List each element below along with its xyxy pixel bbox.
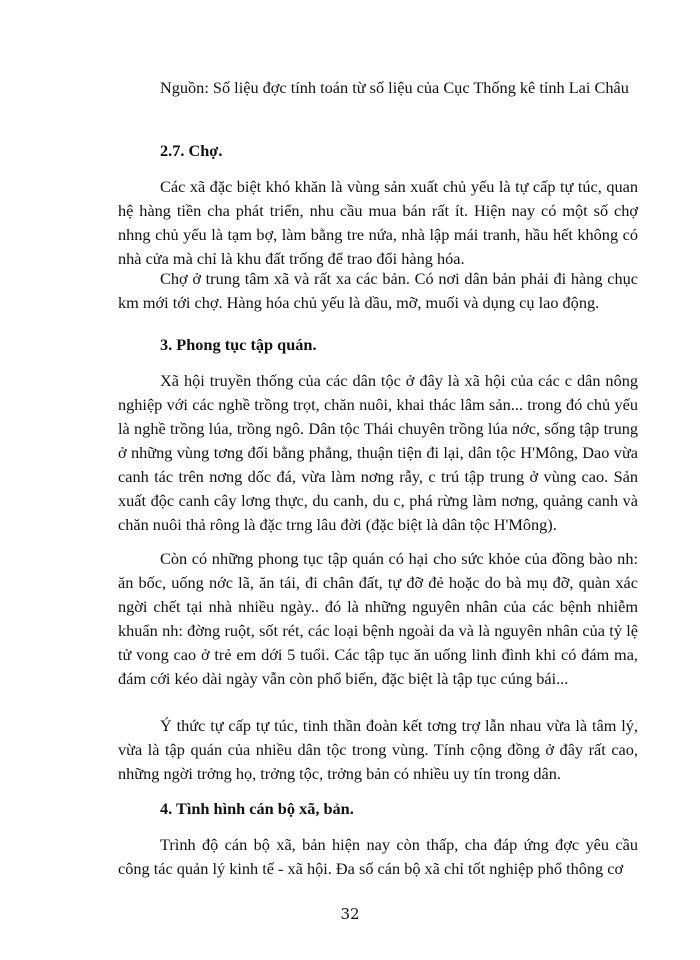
section-heading-cho: 2.7. Chợ. (160, 141, 223, 160)
page-number: 32 (340, 905, 360, 923)
paragraph: Xã hội truyền thống của các dân tộc ở đây là xã hội của các c dân nông nghiệp với các nghề trồng trọt, chăn nuôi, khai thác lâm sản... trong đó chủ yếu là nghề trồng lúa, trồng ngô. Dân tộc Thái chuyên trồng lúa nớc, sống tập trung ở những vùng tơng đối bằng phẳng, thuận tiện đi lại, dân tộc H'Mông, Dao vừa canh tác trên nơng dốc đá, vừa làm nơng rẫy, c trú tập trung ở vùng cao. Sản xuất độc canh cây lơng thực, du canh, du c, phá rừng làm nơng, quảng canh và chăn nuôi thả rông là đặc trng lâu đời (đặc biệt là dân tộc H'Mông). (118, 371, 638, 534)
section-heading-phong-tuc: 3. Phong tục tập quán. (160, 335, 317, 354)
paragraph: Trình độ cán bộ xã, bản hiện nay còn thấp, cha đáp ứng đợc yêu cầu công tác quản lý kinh tế - xã hội. Đa số cán bộ xã chỉ tốt nghiệp phổ thông cơ (118, 835, 638, 878)
source-note: Nguồn: Số liệu đợc tính toán từ số liệu của Cục Thống kê tỉnh Lai Châu (160, 78, 629, 97)
paragraph: Chợ ở trung tâm xã và rất xa các bản. Có nơi dân bản phải đi hàng chục km mới tới chợ. Hàng hóa chủ yếu là dầu, mỡ, muối và dụng cụ lao động. (118, 269, 638, 312)
paragraph: Còn có những phong tục tập quán có hại cho sức khỏe của đồng bào nh: ăn bốc, uống nớc lã, ăn tái, đi chân đất, tự đỡ đẻ hoặc do bà mụ đỡ, quàn xác ngời chết tại nhà nhiều ngày.. đó là những nguyên nhân của các bệnh nhiễm khuẩn nh: đờng ruột, sốt rét, các loại bệnh ngoài da và là nguyên nhân của tỷ lệ tử vong cao ở trẻ em dới 5 tuổi. Các tập tục ăn uống linh đình khi có đám ma, đám cới kéo dài ngày vẫn còn phổ biến, đặc biệt là tập tục cúng bái... (118, 549, 638, 688)
section-heading-can-bo: 4. Tình hình cán bộ xã, bản. (160, 799, 354, 818)
paragraph: Các xã đặc biệt khó khăn là vùng sản xuất chủ yếu là tự cấp tự túc, quan hệ hàng tiền cha phát triển, nhu cầu mua bán rất ít. Hiện nay có một số chợ nhng chủ yếu là tạm bợ, làm bằng tre nứa, nhà lập mái tranh, hầu hết không có nhà cửa mà chỉ là khu đất trống để trao đổi hàng hóa. (118, 177, 638, 268)
paragraph: Ý thức tự cấp tự túc, tinh thần đoàn kết tơng trợ lẫn nhau vừa là tâm lý, vừa là tập quán của nhiều dân tộc trong vùng. Tính cộng đồng ở đây rất cao, những ngời trởng họ, trởng tộc, trởng bản có nhiều uy tín trong dân. (118, 716, 638, 783)
